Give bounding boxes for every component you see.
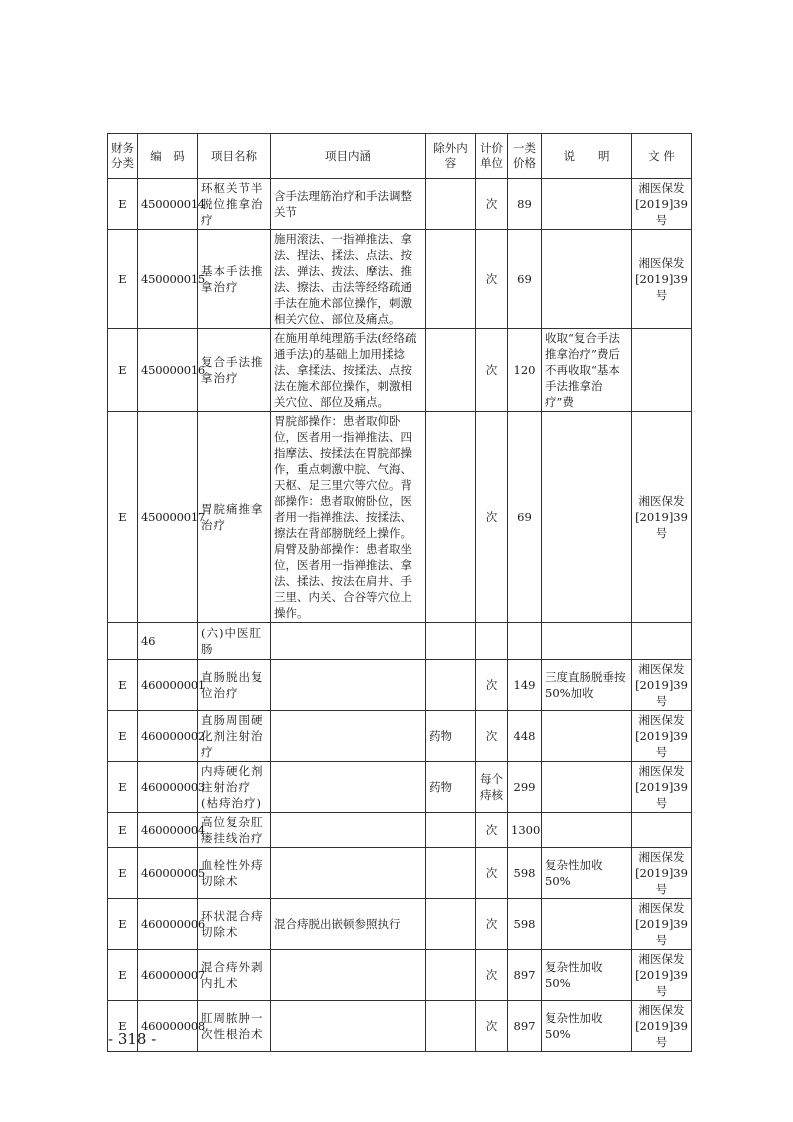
cell-content: 在施用单纯理筋手法(经络疏通手法)的基础上加用揉捻法、拿揉法、按揉法、点按法在施术部位操作，刺激相关穴位、部位及痛点。 — [271, 329, 426, 412]
cell-code: 450000015 — [138, 230, 198, 329]
cell-note — [542, 711, 632, 762]
cell-category: E — [108, 813, 138, 848]
cell-exclusion: 药物 — [426, 711, 476, 762]
cell-content — [271, 848, 426, 899]
cell-exclusion — [426, 899, 476, 950]
cell-code: 460000008 — [138, 1001, 198, 1052]
cell-unit: 次 — [476, 329, 508, 412]
cell-unit: 次 — [476, 412, 508, 623]
cell-price: 120 — [508, 329, 542, 412]
cell-name: 胃脘痛推拿治疗 — [198, 412, 271, 623]
cell-content — [271, 660, 426, 711]
cell-category: E — [108, 899, 138, 950]
cell-content: 含手法理筋治疗和手法调整关节 — [271, 179, 426, 230]
cell-code: 450000016 — [138, 329, 198, 412]
cell-code: 460000006 — [138, 899, 198, 950]
cell-content — [271, 623, 426, 660]
cell-note: 三度直肠脱垂按50%加收 — [542, 660, 632, 711]
table-row — [108, 230, 692, 329]
cell-unit: 每个痔核 — [476, 762, 508, 813]
cell-doc — [632, 329, 692, 412]
cell-exclusion — [426, 230, 476, 329]
cell-doc — [632, 623, 692, 660]
cell-price: 598 — [508, 899, 542, 950]
cell-exclusion: 药物 — [426, 762, 476, 813]
cell-unit: 次 — [476, 813, 508, 848]
cell-name: 环状混合痔切除术 — [198, 899, 271, 950]
cell-unit: 次 — [476, 230, 508, 329]
cell-note — [542, 179, 632, 230]
cell-exclusion — [426, 412, 476, 623]
header-code: 编 码 — [138, 134, 198, 179]
cell-price: 448 — [508, 711, 542, 762]
header-unit: 计价单位 — [476, 134, 508, 179]
cell-note — [542, 762, 632, 813]
cell-exclusion — [426, 660, 476, 711]
cell-doc: 湘医保发[2019]39号 — [632, 762, 692, 813]
section-row — [108, 623, 692, 660]
cell-unit: 次 — [476, 711, 508, 762]
table-row — [108, 950, 692, 1001]
cell-price: 897 — [508, 950, 542, 1001]
cell-note — [542, 899, 632, 950]
table-row — [108, 329, 692, 412]
cell-price: 149 — [508, 660, 542, 711]
cell-unit: 次 — [476, 848, 508, 899]
cell-doc — [632, 813, 692, 848]
cell-content: 施用滚法、一指禅推法、拿法、捏法、揉法、点法、按法、弹法、拨法、摩法、推法、擦法、击法等经络疏通手法在施术部位操作，刺激相关穴位、部位及痛点。 — [271, 230, 426, 329]
cell-price: 299 — [508, 762, 542, 813]
cell-content — [271, 1001, 426, 1052]
cell-category: E — [108, 660, 138, 711]
header-name: 项目名称 — [198, 134, 271, 179]
cell-code: 460000003 — [138, 762, 198, 813]
table-row — [108, 179, 692, 230]
cell-doc: 湘医保发[2019]39号 — [632, 899, 692, 950]
cell-doc: 湘医保发[2019]39号 — [632, 1001, 692, 1052]
table-row — [108, 1001, 692, 1052]
cell-content: 胃脘部操作：患者取仰卧位，医者用一指禅推法、四指摩法、按揉法在胃脘部操作，重点刺激中脘、气海、天枢、足三里穴等穴位。背部操作：患者取俯卧位，医者用一指禅推法、按揉法、擦法在背部膀胱经上操作。肩臂及胁部操作：患者取坐位，医者用一指禅推法、拿法、揉法、按法在肩井、手三里、内关、合谷等穴位上操作。 — [271, 412, 426, 623]
cell-doc: 湘医保发[2019]39号 — [632, 230, 692, 329]
cell-name: 血栓性外痔切除术 — [198, 848, 271, 899]
cell-exclusion — [426, 950, 476, 1001]
cell-unit: 次 — [476, 899, 508, 950]
cell-name: 环枢关节半脱位推拿治疗 — [198, 179, 271, 230]
cell-category: E — [108, 230, 138, 329]
cell-name: 复合手法推拿治疗 — [198, 329, 271, 412]
cell-note: 收取“复合手法推拿治疗”费后不再收取“基本手法推拿治疗”费 — [542, 329, 632, 412]
cell-doc: 湘医保发[2019]39号 — [632, 660, 692, 711]
cell-category: E — [108, 179, 138, 230]
cell-code: 460000002 — [138, 711, 198, 762]
cell-note — [542, 813, 632, 848]
table-header-row — [108, 134, 692, 179]
cell-exclusion — [426, 848, 476, 899]
cell-name: 内痔硬化剂注射治疗(枯痔治疗) — [198, 762, 271, 813]
cell-category: E — [108, 711, 138, 762]
cell-price — [508, 623, 542, 660]
table-row — [108, 813, 692, 848]
cell-price: 598 — [508, 848, 542, 899]
cell-note — [542, 412, 632, 623]
header-content: 项目内涵 — [271, 134, 426, 179]
cell-category: E — [108, 848, 138, 899]
table-row — [108, 762, 692, 813]
fee-schedule-table — [107, 133, 692, 1052]
cell-unit — [476, 623, 508, 660]
cell-category: E — [108, 329, 138, 412]
cell-exclusion — [426, 1001, 476, 1052]
cell-category — [108, 623, 138, 660]
cell-doc: 湘医保发[2019]39号 — [632, 179, 692, 230]
cell-content: 混合痔脱出嵌顿参照执行 — [271, 899, 426, 950]
cell-price: 69 — [508, 412, 542, 623]
cell-exclusion — [426, 329, 476, 412]
cell-exclusion — [426, 623, 476, 660]
cell-category: E — [108, 1001, 138, 1052]
cell-content — [271, 950, 426, 1001]
cell-code: 460000007 — [138, 950, 198, 1001]
cell-doc: 湘医保发[2019]39号 — [632, 412, 692, 623]
cell-note: 复杂性加收 50% — [542, 950, 632, 1001]
cell-name: 基本手法推拿治疗 — [198, 230, 271, 329]
cell-price: 897 — [508, 1001, 542, 1052]
cell-note: 复杂性加收 50% — [542, 848, 632, 899]
cell-exclusion — [426, 813, 476, 848]
cell-unit: 次 — [476, 1001, 508, 1052]
cell-unit: 次 — [476, 179, 508, 230]
cell-name: 直肠脱出复位治疗 — [198, 660, 271, 711]
cell-code: 450000014 — [138, 179, 198, 230]
cell-category: E — [108, 950, 138, 1001]
section-code: 46 — [138, 623, 198, 660]
table-row — [108, 848, 692, 899]
cell-content — [271, 813, 426, 848]
cell-price: 89 — [508, 179, 542, 230]
cell-code: 460000005 — [138, 848, 198, 899]
cell-category: E — [108, 412, 138, 623]
cell-name: 高位复杂肛瘘挂线治疗 — [198, 813, 271, 848]
cell-note — [542, 230, 632, 329]
cell-code: 450000017 — [138, 412, 198, 623]
table-row — [108, 412, 692, 623]
header-exclusion: 除外内容 — [426, 134, 476, 179]
header-doc: 文 件 — [632, 134, 692, 179]
cell-doc: 湘医保发[2019]39号 — [632, 848, 692, 899]
table-row — [108, 899, 692, 950]
cell-content — [271, 762, 426, 813]
header-category: 财务分类 — [108, 134, 138, 179]
cell-doc: 湘医保发[2019]39号 — [632, 711, 692, 762]
cell-price: 69 — [508, 230, 542, 329]
cell-exclusion — [426, 179, 476, 230]
cell-content — [271, 711, 426, 762]
cell-category: E — [108, 762, 138, 813]
section-title: (六)中医肛肠 — [198, 623, 271, 660]
cell-name: 混合痔外剥内扎术 — [198, 950, 271, 1001]
table-row — [108, 660, 692, 711]
cell-note: 复杂性加收 50% — [542, 1001, 632, 1052]
cell-note — [542, 623, 632, 660]
cell-code: 460000001 — [138, 660, 198, 711]
header-price: 一类价格 — [508, 134, 542, 179]
cell-name: 肛周脓肿一次性根治术 — [198, 1001, 271, 1052]
page-number: - 318 - — [108, 1030, 157, 1048]
cell-doc: 湘医保发[2019]39号 — [632, 950, 692, 1001]
table-row — [108, 711, 692, 762]
cell-unit: 次 — [476, 950, 508, 1001]
cell-code: 460000004 — [138, 813, 198, 848]
cell-unit: 次 — [476, 660, 508, 711]
cell-name: 直肠周围硬化剂注射治疗 — [198, 711, 271, 762]
cell-price: 1300 — [508, 813, 542, 848]
header-note: 说 明 — [542, 134, 632, 179]
